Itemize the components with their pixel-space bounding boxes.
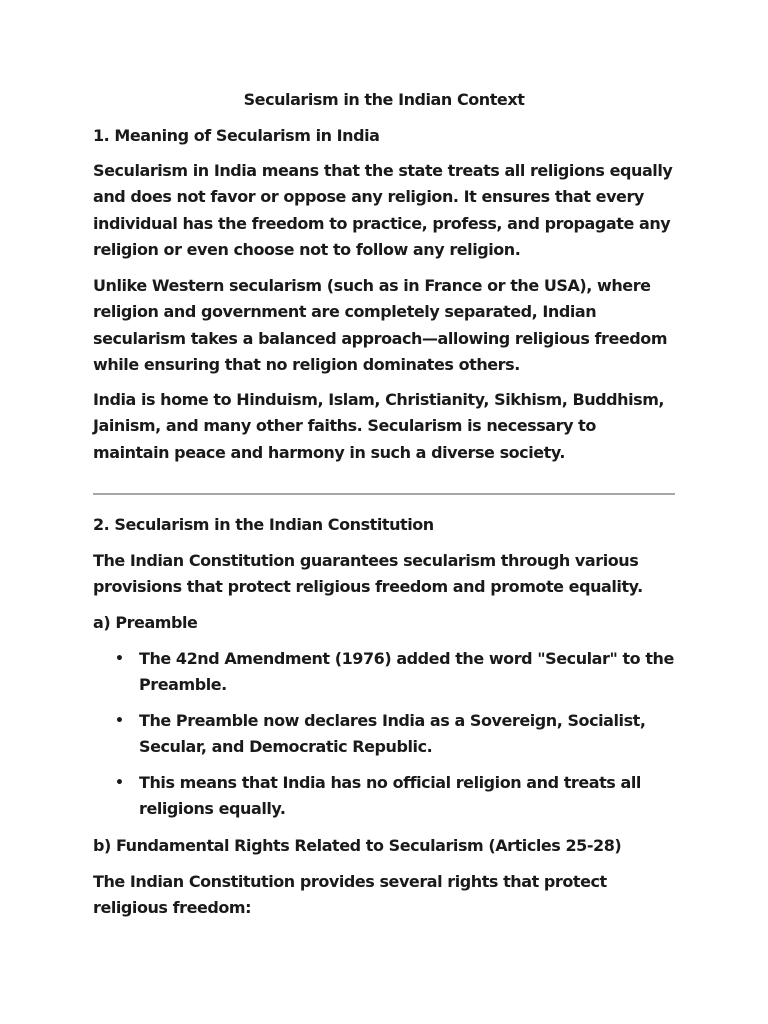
bullet-icon: • xyxy=(115,775,124,791)
subsection-a-heading: a) Preamble xyxy=(93,613,198,632)
subsection-b-heading: b) Fundamental Rights Related to Secularism (Articles 25-28) xyxy=(93,836,622,855)
section2-heading: 2. Secularism in the Indian Constitution xyxy=(93,515,434,534)
bullet-icon: • xyxy=(115,651,124,667)
section1-paragraph-3: India is home to Hinduism, Islam, Christianity, Sikhism, Buddhism, Jainism, and many other faiths. Secularism is necessary to maintain peace and harmony in such a diverse society. xyxy=(93,390,665,462)
section-divider xyxy=(93,493,675,495)
section1-heading: 1. Meaning of Secularism in India xyxy=(93,126,380,145)
bullet-text: The 42nd Amendment (1976) added the word "Secular" to the Preamble. xyxy=(139,649,674,695)
bullet-text: The Preamble now declares India as a Sovereign, Socialist, Secular, and Democratic Republic. xyxy=(139,711,646,757)
bullet-text: This means that India has no official religion and treats all religions equally. xyxy=(139,773,641,819)
section1-paragraph-1: Secularism in India means that the state treats all religions equally and does not favor or oppose any religion. It ensures that every individual has the freedom to practice, profess, and propagate any religion or even choose not to follow any religion. xyxy=(93,161,673,259)
section1-paragraph-2: Unlike Western secularism (such as in France or the USA), where religion and government are completely separated, Indian secularism takes a balanced approach—allowing religious freedom while ensuring that no religion dominates others. xyxy=(93,276,668,374)
list-item xyxy=(93,708,675,761)
subsection-b-intro: The Indian Constitution provides several rights that protect religious freedom: xyxy=(93,872,607,918)
list-item xyxy=(93,770,675,823)
document-title: Secularism in the Indian Context xyxy=(243,90,525,109)
section2-intro: The Indian Constitution guarantees secularism through various provisions that protect religious freedom and promote equality. xyxy=(93,551,643,597)
bullet-icon: • xyxy=(115,713,124,729)
list-item xyxy=(93,646,675,699)
